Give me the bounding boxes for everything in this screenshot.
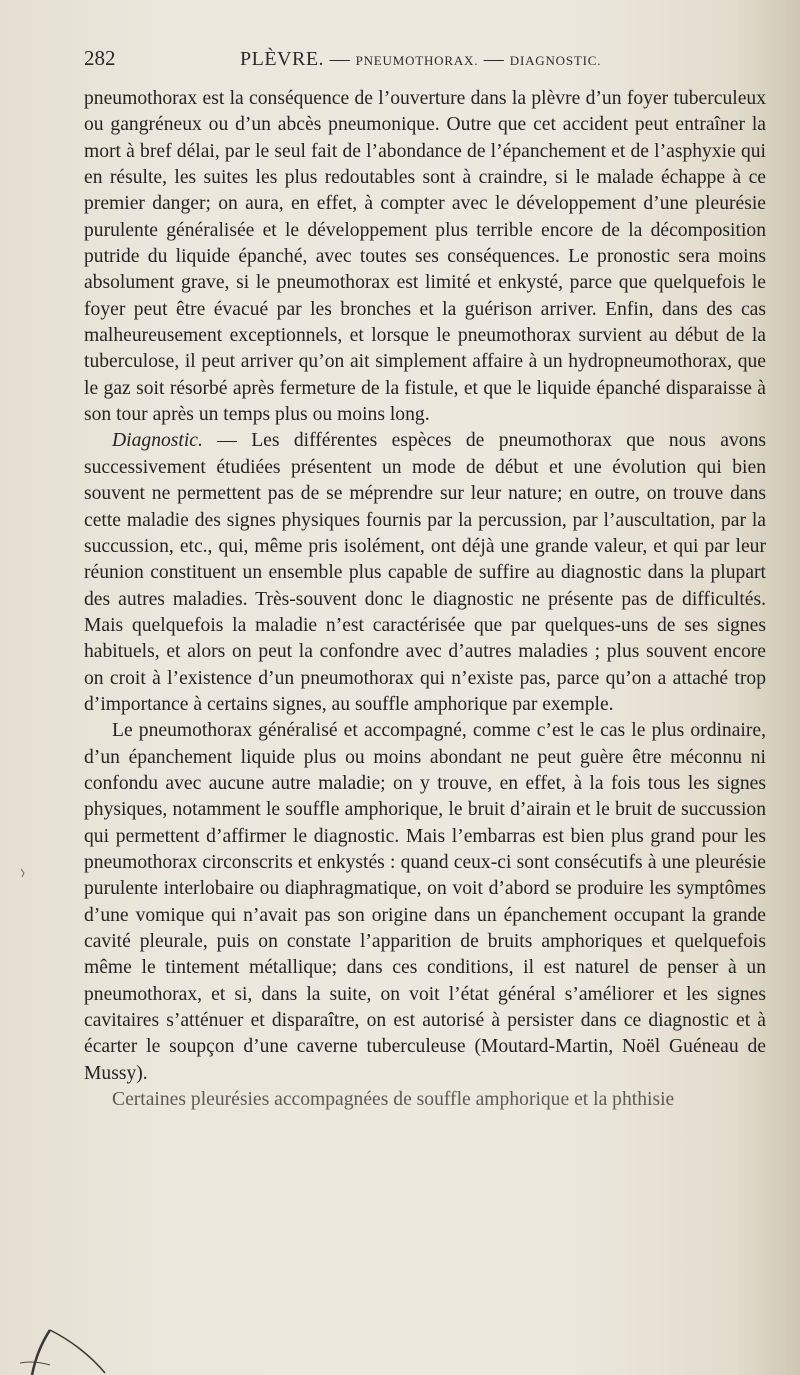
header-separator: —: [483, 48, 505, 70]
paragraph-diagnostic-text: — Les différentes espèces de pneumothorax que nous avons successivement étudiées présentent un mode de début et une évolution qui bien souvent ne permettent pas de se méprendre sur leur nature; en outre, on trouve dans cette maladie des signes physiques fournis par la percussion, par l’auscultation, par la succussion, etc., qui, même pris isolément, ont déjà une grande valeur, et qui par leur réunion constituent un ensemble plus capable de suffire au diagnostic dans la plupart des autres maladies. Très-souvent donc le diagnostic ne présente pas de difficultés. Mais quelquefois la maladie n’est caractérisée que par quelques-uns de ses signes habituels, et alors on peut la confondre avec d’autres maladies ; plus souvent encore on croit à l’existence d’un pneumothorax qui n’existe pas, parce qu’on a attaché trop d’importance à certains signes, au souffle amphorique par exemple.: [84, 430, 766, 715]
running-title: [240, 48, 601, 71]
paragraph-prognosis: pneumothorax est la conséquence de l’ouverture dans la plèvre d’un foyer tuberculeux ou gangréneux ou d’un abcès pneumonique. Outre que cet accident peut entraîner la mort à bref délai, par le seul fait de l’abondance de l’épanchement et de l’asphyxie qui en résulte, les suites les plus redoutables sont à craindre, si le malade échappe à ce premier danger; on aura, en effet, à compter avec le développement d’une pleurésie purulente généralisée et le développement plus terrible encore de la décomposition putride du liquide épanché, avec toutes ses conséquences. Le pronostic sera moins absolument grave, si le pneumothorax est limité et enkysté, parce que quelquefois le foyer peut être évacué par les bronches et la guérison arriver. Enfin, dans des cas malheureusement exceptionnels, et lorsque le pneumothorax survient au début de la tuberculose, il peut arriver qu’on ait simplement affaire à un hydropneumothorax, que le gaz soit résorbé après fermeture de la fistule, et que le liquide épanché disparaisse à son tour après un temps plus ou moins long.: [84, 88, 766, 426]
header-title-pneumothorax: PNEUMOTHORAX.: [355, 53, 479, 68]
running-header: [84, 46, 766, 76]
section-heading-diagnostic: Diagnostic.: [112, 430, 203, 452]
paragraph-pleurisies: Certaines pleurésies accompagnées de souffle amphorique et la phthisie: [112, 1089, 675, 1111]
pen-scribble-icon: [10, 1325, 120, 1375]
paragraph-diagnostic: [84, 428, 766, 718]
body-text: [84, 86, 766, 1113]
header-title-diagnostic: DIAGNOSTIC.: [509, 53, 602, 68]
header-separator: —: [329, 48, 351, 70]
paragraph-generalized-pneumothorax: Le pneumothorax généralisé et accompagné, comme c’est le cas le plus ordinaire, d’un épanchement liquide plus ou moins abondant ne peut guère être méconnu ni confondu avec aucune autre maladie; on y trouve, en effet, à la fois tous les signes physiques, notamment le souffle amphorique, le bruit d’airain et le bruit de succussion qui permettent d’affirmer le diagnostic. Mais l’embarras est bien plus grand pour les pneumothorax circonscrits et enkystés : quand ceux-ci sont consécutifs à une pleurésie purulente interlobaire ou diaphragmatique, on voit d’abord se produire les symptômes d’une vomique qui n’avait pas son origine dans un épanchement occupant la grande cavité pleurale, puis on constate l’apparition de bruits amphoriques et quelquefois même le tintement métallique; dans ces conditions, il est naturel de penser à un pneumothorax, et si, dans la suite, on voit l’état général s’améliorer et les signes cavitaires s’atténuer et disparaître, on est autorisé à persister dans ce diagnostic et à écarter le soupçon d’une caverne tuberculeuse (Moutard-Martin, Noël Guéneau de Mussy).: [84, 720, 766, 1084]
page-number: 282: [84, 46, 116, 70]
header-title-main: PLÈVRE.: [240, 48, 325, 70]
margin-mark-icon: [20, 868, 26, 878]
